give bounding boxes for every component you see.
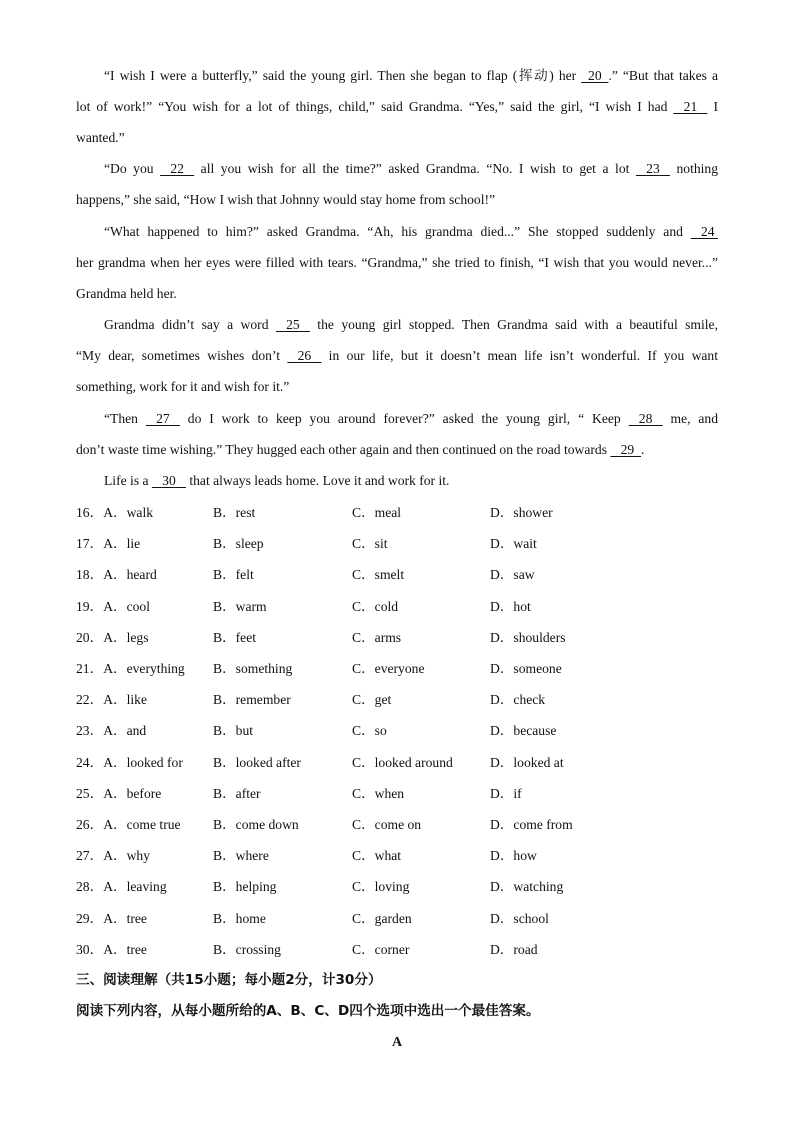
option-a <box>76 840 150 871</box>
section-heading: 三、阅读理解（共15小题；每小题2分，计30分） <box>76 972 382 988</box>
question-number: 26． <box>76 817 104 832</box>
option-a <box>76 934 147 965</box>
option-c: C．come on <box>352 817 422 832</box>
blank-23: 23 <box>646 161 660 176</box>
option-c: C．arms <box>352 629 402 645</box>
option-a <box>76 591 150 622</box>
blank-28: 28 <box>638 411 653 426</box>
question-row <box>76 809 718 840</box>
blank-29: 29 <box>620 442 635 457</box>
option-c: C．so <box>352 723 387 739</box>
option-d: D．shower <box>490 505 553 520</box>
question-row <box>76 684 718 715</box>
blank-25: 25 <box>286 317 300 332</box>
option-d: D．someone <box>490 661 562 676</box>
question-row <box>76 653 718 684</box>
question-number: 24． <box>76 754 104 770</box>
option-d: D．how <box>490 848 537 864</box>
question-number: 27． <box>76 848 104 864</box>
question-row <box>76 871 718 902</box>
option-b: B．come down <box>213 817 299 832</box>
blank-24: 24 <box>701 224 715 239</box>
option-d: D．saw <box>490 567 535 583</box>
option-a <box>76 559 157 590</box>
question-row <box>76 934 718 965</box>
option-a <box>76 715 146 746</box>
question-row <box>76 903 718 934</box>
option-b: B．sleep <box>213 536 264 552</box>
blank-30: 30 <box>162 473 176 488</box>
option-c: C．what <box>352 848 402 864</box>
option-a-text: A．everything <box>103 661 185 676</box>
option-c: C．everyone <box>352 661 425 676</box>
question-number: 18． <box>76 567 104 583</box>
passage-paragraph-4: Grandma didn’t say a word 25 the young girl stopped. Then Grandma said with a beautiful smile, “My dear, sometimes wishes don’t 26 in our life, but it doesn’t mean life isn’t wonderful. If you want something, work for it and wish for it.” <box>76 309 718 402</box>
option-b: B．remember <box>213 692 291 708</box>
option-b: B．home <box>213 910 266 926</box>
option-a <box>76 747 183 778</box>
question-row <box>76 559 718 590</box>
question-row <box>76 591 718 622</box>
option-a-text: A．cool <box>103 598 151 614</box>
option-a-text: A．heard <box>103 567 157 583</box>
question-number: 17． <box>76 536 104 552</box>
option-a <box>76 528 140 559</box>
option-b: B．looked after <box>213 754 301 770</box>
blank-26: 26 <box>297 348 312 363</box>
blank-21: 21 <box>683 99 698 114</box>
option-d: D．check <box>490 692 546 708</box>
option-a <box>76 809 181 840</box>
option-a-text: A．before <box>103 785 162 801</box>
question-row <box>76 715 718 746</box>
option-d: D．if <box>490 785 522 801</box>
option-c: C．cold <box>352 598 399 614</box>
option-b: B．crossing <box>213 941 281 957</box>
option-d: D．road <box>490 941 538 957</box>
option-a <box>76 903 147 934</box>
question-number: 30． <box>76 941 104 957</box>
question-number: 29． <box>76 910 104 926</box>
option-a <box>76 622 149 653</box>
option-a-text: A．come true <box>103 817 181 832</box>
option-a-text: A．tree <box>103 941 147 957</box>
question-number: 25． <box>76 785 104 801</box>
option-c: C．loving <box>352 879 410 895</box>
option-a <box>76 497 153 528</box>
option-a-text: A．looked for <box>103 754 183 770</box>
option-d: D．wait <box>490 536 537 552</box>
option-c: C．meal <box>352 505 402 520</box>
option-d: D．come from <box>490 817 573 832</box>
passage-paragraph-1: “I wish I were a butterfly,” said the young girl. Then she began to flap (挥动) her 20 .” “But that takes a lot of work!” “You wish for a lot of things, child,” said Grandma. “Yes,” said the girl, “I wish I had 21 I wanted.” <box>76 60 718 153</box>
question-number: 19． <box>76 598 104 614</box>
option-d: D．school <box>490 910 549 926</box>
option-b: B．felt <box>213 567 254 583</box>
passage-paragraph-3: “What happened to him?” asked Grandma. “Ah, his grandma died...” She stopped suddenly and 24 her grandma when her eyes were filled with tears. “Grandma,” she tried to finish, “I wish that you would never...” Grandma held her. <box>76 216 718 309</box>
option-a-text: A．leaving <box>103 879 167 895</box>
question-number: 20． <box>76 629 104 645</box>
option-b: B．warm <box>213 598 267 614</box>
question-number: 16． <box>76 505 104 520</box>
option-a-text: A．like <box>103 692 147 708</box>
question-number: 28． <box>76 879 104 895</box>
option-c: C．get <box>352 692 392 708</box>
option-a-text: A．walk <box>103 505 154 520</box>
passage-paragraph-2: “Do you 22 all you wish for all the time?” asked Grandma. “No. I wish to get a lot 23 nothing happens,” she said, “How I wish that Johnny would stay home from school!” <box>76 153 718 215</box>
option-a <box>76 653 185 684</box>
option-d: D．hot <box>490 598 531 614</box>
option-a <box>76 684 147 715</box>
question-row <box>76 840 718 871</box>
option-b: B．where <box>213 848 269 864</box>
part-label: A <box>391 1035 403 1050</box>
option-a-text: A．why <box>103 848 151 864</box>
option-a <box>76 778 161 809</box>
option-d: D．because <box>490 723 557 739</box>
option-c: C．looked around <box>352 754 453 770</box>
option-c: C．corner <box>352 941 410 957</box>
option-a-text: A．lie <box>103 536 141 552</box>
option-a-text: A．legs <box>103 629 149 645</box>
option-d: D．watching <box>490 879 564 895</box>
option-b: B．but <box>213 723 254 739</box>
blank-22: 22 <box>170 161 184 176</box>
question-number: 23． <box>76 723 104 739</box>
passage-paragraph-6: Life is a 30 that always leads home. Love it and work for it. <box>76 465 718 496</box>
option-b: B．helping <box>213 879 277 895</box>
question-row <box>76 622 718 653</box>
blank-20: 20 <box>588 68 602 83</box>
option-b: B．feet <box>213 629 257 645</box>
option-c: C．sit <box>352 536 388 552</box>
option-b: B．after <box>213 785 261 801</box>
question-row <box>76 497 718 528</box>
question-number: 21． <box>76 661 104 676</box>
question-row <box>76 528 718 559</box>
option-d: D．looked at <box>490 754 564 770</box>
option-c: C．smelt <box>352 567 405 583</box>
section-instruction: 阅读下列内容，从每小题所给的A、B、C、D四个选项中选出一个最佳答案。 <box>76 1003 540 1019</box>
option-b: B．rest <box>213 505 256 520</box>
option-b: B．something <box>213 661 293 676</box>
option-a-text: A．tree <box>103 910 147 926</box>
option-c: C．garden <box>352 910 412 926</box>
question-row <box>76 778 718 809</box>
question-number: 22． <box>76 692 104 708</box>
blank-27: 27 <box>156 411 170 426</box>
question-row <box>76 747 718 778</box>
passage-paragraph-5: “Then 27 do I work to keep you around forever?” asked the young girl, “ Keep 28 me, and don’t waste time wishing.” They hugged each other again and then continued on the road towards 29 . <box>76 403 718 465</box>
option-a <box>76 871 167 902</box>
option-c: C．when <box>352 785 405 801</box>
option-d: D．shoulders <box>490 629 566 645</box>
option-a-text: A．and <box>103 723 147 739</box>
